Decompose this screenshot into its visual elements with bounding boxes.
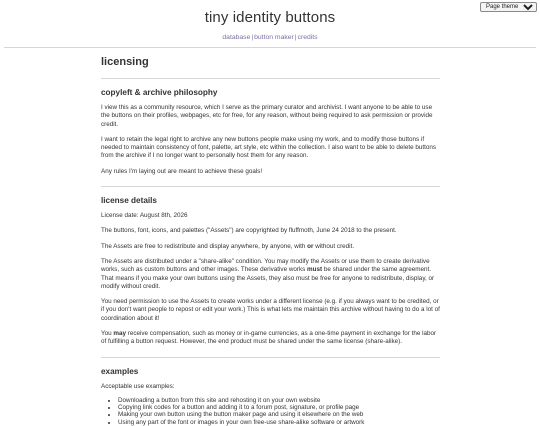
license-heading: license details [101,196,157,206]
list-item: • Using any part of the font or images in your own free-use share-alike software or artwork [118,419,440,426]
philosophy-paragraph-3: Any rules I'm laying out are meant to achieve these goals! [101,167,263,175]
nav-link-credits[interactable]: credits [297,34,318,41]
license-share-alike-emphasis: must [307,266,323,274]
license-free-use-text-end: without credit. [313,242,355,250]
license-permission: You need permission to use the Assets to create works under a different license (e.g. if you always want to be credited, or if you don't want people to repost or edit your work.) This is what lets me maintain this archive without having to do a lot of coordination about it! [101,298,440,322]
list-item: • Downloading a button from this site and rehosting it on your own website [118,397,440,404]
examples-section [101,367,440,426]
license-free-use [101,243,440,251]
section-divider [101,78,440,79]
page-theme-select[interactable] [480,2,537,12]
philosophy-paragraph-1: I view this as a community resource, which I serve as the primary curator and archivist. I want anyone to be able to use the buttons on their profiles, webpages, etc for free, for any reason, without being required to ask permission or provide credit. [101,104,433,128]
site-header [0,0,540,48]
list-item: • Copying link codes for a button and adding it to a forum post, signature, or profile page [118,404,440,411]
license-compensation-emphasis: may [113,330,126,338]
license-free-use-emphasis: or [307,242,314,250]
philosophy-heading: copyleft & archive philosophy [101,88,218,97]
header-divider [4,47,536,48]
site-nav [0,34,540,41]
main-content [101,52,440,426]
examples-heading: examples [101,366,139,376]
page-title: licensing [101,56,149,68]
license-share-alike [101,258,440,291]
philosophy-section [101,88,440,176]
license-date: License date: August 8th, 2026 [101,212,188,220]
license-compensation-text: You [101,330,114,338]
nav-link-database[interactable]: database [222,34,251,41]
site-title: tiny identity buttons [204,9,336,26]
license-compensation [101,330,440,347]
nav-separator: | [251,34,254,41]
license-compensation-text-end: receive compensation, such as money or in-game currencies, as a one-time payment in exchange for the labor of fulfilling a button request. However, the end product must be shared under the same license (share-alike). [101,330,437,346]
section-divider [101,186,440,187]
license-free-use-text: The Assets are free to redistribute and display anywhere, by anyone, with [101,242,308,250]
section-divider [101,357,440,358]
license-copyright: The buttons, font, icons, and palettes ("Assets") are copyrighted by fluffmoth, June 24 2018 to the present. [101,227,397,235]
philosophy-paragraph-2: I want to retain the legal right to archive any new buttons people make using my work, and to modify those buttons if needed to maintain consistency of font, palette, art style, etc within the collection. I also want to be able to delete buttons from the archive if I no longer want to personally host them for any reason. [101,135,436,160]
nav-link-button-maker[interactable]: button maker [254,34,294,41]
examples-list [101,397,440,426]
license-share-alike-text-end: be shared under the same agreement. That means if you make your own buttons using the Assets, they also must be free for anyone to redistribute, display, or modify without credit. [101,266,435,290]
license-section [101,196,440,347]
license-share-alike-text: The Assets are distributed under a "share-alike" condition. You may modify the Assets or use them to create derivative works, such as custom buttons and other images. These derivative works [101,257,430,274]
list-item: • Making your own button using the button maker page and using it elsewhere on the web [118,411,440,418]
examples-intro: Acceptable use examples: [101,382,175,390]
nav-separator: | [294,34,297,41]
